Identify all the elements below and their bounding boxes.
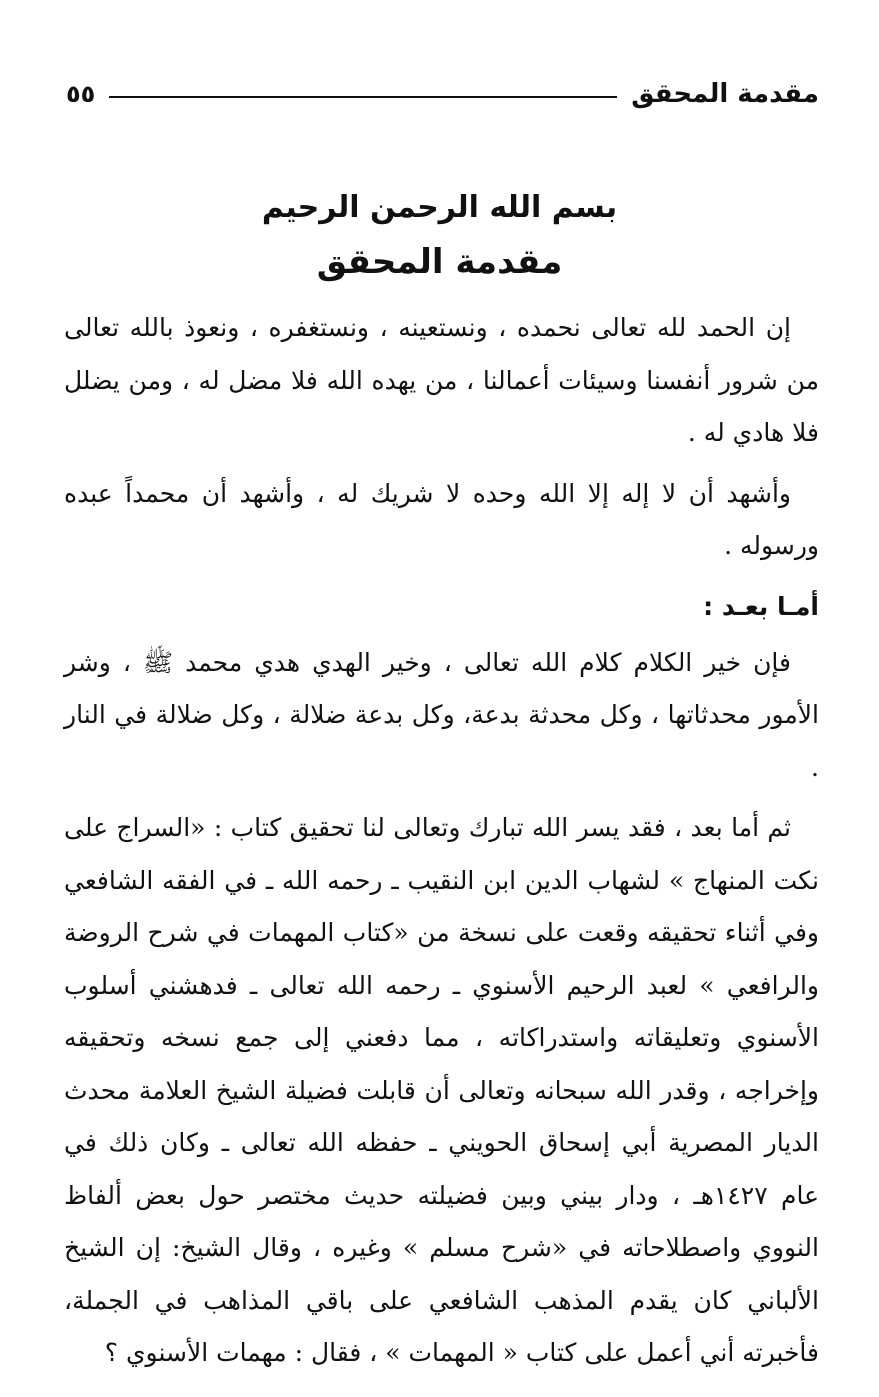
section-heading: أمـا بعـد : [703, 591, 819, 621]
paragraph-1: إن الحمد لله تعالى نحمده ، ونستعينه ، ونستغفره ، ونعوذ بالله تعالى من شرور أنفسنا وسيئات أعمالنا ، من يهده الله فلا مضل له ، ومن يضلل فلا هادي له . [64, 313, 819, 447]
running-title: مقدمة المحقق [631, 79, 819, 109]
paragraph-3: فإن خير الكلام كلام الله تعالى ، وخير الهدي هدي محمد ﷺ ، وشر الأمور محدثاتها ، وكل محدثة بدعة، وكل بدعة ضلالة ، وكل ضلالة في النار . [64, 647, 819, 782]
body-text [64, 302, 819, 1388]
running-header [66, 74, 819, 114]
paragraph-4: ثم أما بعد ، فقد يسر الله تبارك وتعالى لنا تحقيق كتاب : «السراج على نكت المنهاج » لشهاب الدين ابن النقيب ـ رحمه الله ـ في الفقه الشافعي وفي أثناء تحقيقه وقعت على نسخة من «كتاب المهمات في شرح الروضة والرافعي » لعبد الرحيم الأسنوي ـ رحمه الله تعالى ـ فدهشني أسلوب الأسنوي وتعليقاته واستدراكاته ، مما دفعني إلى جمع نسخه وتحقيقه وإخراجه ، وقدر الله سبحانه وتعالى أن قابلت فضيلة الشيخ العلامة محدث الديار المصرية أبي إسحاق الحويني ـ حفظه الله تعالى ـ وكان ذلك في عام ١٤٢٧هـ ، ودار بيني وبين فضيلته حديث مختصر حول بعض ألفاظ النووي واصطلاحاته في «شرح مسلم » وغيره ، وقال الشيخ: إن الشيخ الألباني كان يقدم المذهب الشافعي على باقي المذاهب في الجملة، فأخبرته أني أعمل على كتاب « المهمات » ، فقال : مهمات الأسنوي ؟ [64, 813, 819, 1367]
basmala-heading: بسم الله الرحمن الرحيم [261, 190, 618, 225]
page-number: ٥٥ [66, 80, 96, 108]
header-rule [109, 96, 617, 98]
paragraph-2: وأشهد أن لا إله إلا الله وحده لا شريك له ، وأشهد أن محمداً عبده ورسوله . [64, 478, 819, 560]
page-title: مقدمة المحقق [316, 242, 563, 282]
